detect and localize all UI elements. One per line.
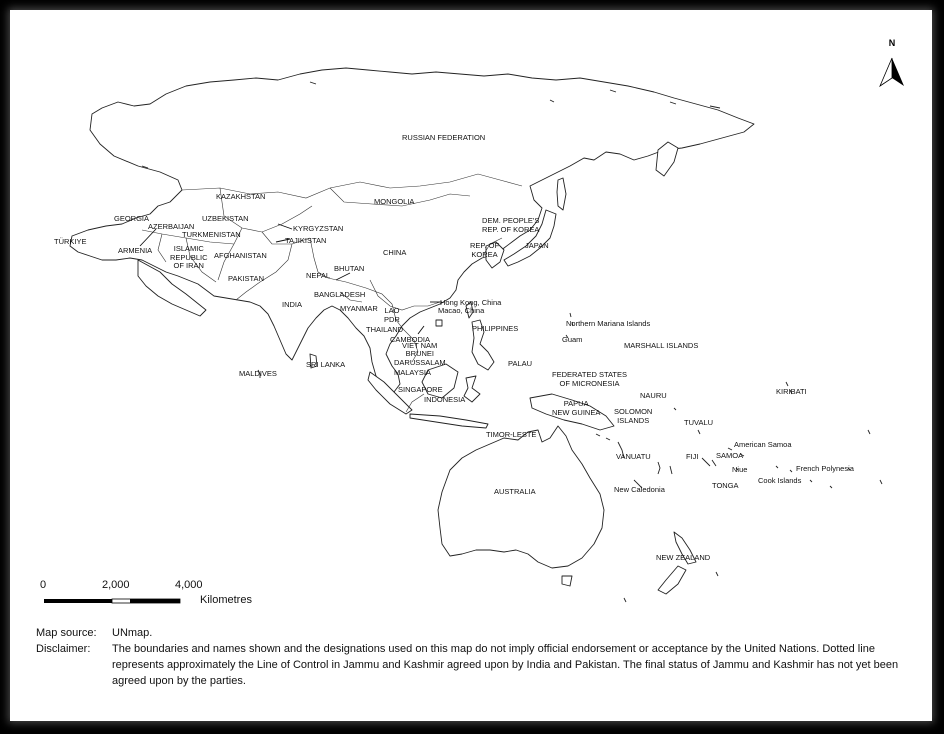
map-label-mongolia: MONGOLIA bbox=[374, 197, 415, 206]
map-label-kiribati: KIRIBATI bbox=[776, 387, 807, 396]
disclaimer-row bbox=[36, 641, 916, 689]
map-label-malaysia: MALAYSIA bbox=[394, 368, 431, 377]
map-label-guam: Guam bbox=[562, 335, 583, 344]
disclaimer-text: The boundaries and names shown and the designations used on this map do not imply official endorsement or acceptance by the United Nations. Dotted line represents approximately the Line of Control in Jammu and Kashmir agreed upon by India and Pakistan. The final status of Jammu and Kashmir has not yet been agreed upon by the parties. bbox=[112, 643, 899, 687]
map-canvas bbox=[10, 10, 932, 721]
map-label-china: CHINA bbox=[383, 248, 407, 257]
map-label-tajikistan: TAJIKISTAN bbox=[285, 236, 327, 245]
map-label-rok: REP. OF KOREA bbox=[470, 241, 500, 259]
map-label-nepal: NEPAL bbox=[306, 271, 331, 280]
map-label-samoa: SAMOA bbox=[716, 451, 744, 460]
map-label-tonga: TONGA bbox=[712, 481, 739, 490]
map-label-afghanistan: AFGHANISTAN bbox=[214, 251, 267, 260]
map-label-indonesia: INDONESIA bbox=[424, 395, 466, 404]
map-label-kazakhstan: KAZAKHSTAN bbox=[216, 192, 266, 201]
map-label-hongkong: Hong Kong, China bbox=[440, 298, 502, 307]
landmass-tasmania bbox=[562, 576, 572, 586]
map-source-row bbox=[36, 625, 916, 641]
landmass-newzealand-south bbox=[658, 566, 686, 594]
landmass-sulawesi bbox=[464, 376, 480, 402]
map-label-vietnam: VIET NAM bbox=[402, 341, 438, 350]
map-label-frpoly: French Polynesia bbox=[796, 464, 854, 473]
map-label-nauru: NAURU bbox=[640, 391, 667, 400]
map-label-turkiye: TÜRKIYE bbox=[54, 237, 87, 246]
map-source-value: UNmap. bbox=[112, 627, 153, 639]
scale-tick-4000: 4,000 bbox=[175, 579, 203, 591]
landmass-australia bbox=[438, 426, 604, 568]
map-label-newzealand: NEW ZEALAND bbox=[656, 553, 711, 562]
map-label-brunei: BRUNEI DARUSSALAM bbox=[394, 349, 446, 367]
map-label-nmariana: Northern Mariana Islands bbox=[566, 319, 651, 328]
map-label-azerbaijan: AZERBAIJAN bbox=[148, 222, 195, 231]
map-label-bhutan: BHUTAN bbox=[334, 264, 365, 273]
map-label-palau: PALAU bbox=[508, 359, 533, 368]
map-label-marshall: MARSHALL ISLANDS bbox=[624, 341, 699, 350]
map-label-niue: Niue bbox=[732, 465, 748, 474]
scale-tick-2000: 2,000 bbox=[102, 579, 130, 591]
map-label-cook: Cook Islands bbox=[758, 476, 802, 485]
map-label-dprk: DEM. PEOPLE'S REP. OF KOREA bbox=[482, 216, 540, 234]
map-label-pakistan: PAKISTAN bbox=[228, 274, 264, 283]
map-label-singapore: SINGAPORE bbox=[398, 385, 443, 394]
map-label-fiji: FIJI bbox=[686, 452, 699, 461]
map-label-kyrgyzstan: KYRGYZSTAN bbox=[293, 224, 344, 233]
map-label-india: INDIA bbox=[282, 300, 303, 309]
scale-tick-0: 0 bbox=[40, 579, 47, 591]
map-label-japan: JAPAN bbox=[525, 241, 549, 250]
map-label-myanmar: MYANMAR bbox=[340, 304, 378, 313]
map-label-iran: ISLAMIC REPUBLIC OF IRAN bbox=[170, 244, 208, 270]
map-label-lao: LAO PDR bbox=[384, 306, 400, 324]
landmass-hainan bbox=[436, 320, 442, 326]
map-label-georgia: GEORGIA bbox=[114, 214, 150, 223]
map-label-vanuatu: VANUATU bbox=[616, 452, 651, 461]
north-arrow-icon bbox=[880, 58, 904, 86]
map-notes bbox=[36, 625, 916, 689]
map-label-bangladesh: BANGLADESH bbox=[314, 290, 366, 299]
map-label-amsamoa: American Samoa bbox=[734, 440, 792, 449]
disclaimer-key: Disclaimer: bbox=[36, 643, 91, 655]
map-frame bbox=[10, 10, 932, 721]
map-label-armenia: ARMENIA bbox=[118, 246, 153, 255]
map-label-tuvalu: TUVALU bbox=[684, 418, 714, 427]
map-source-key: Map source: bbox=[36, 627, 97, 639]
north-label: N bbox=[888, 38, 896, 48]
map-label-russia: RUSSIAN FEDERATION bbox=[402, 133, 486, 142]
map-label-fsm: FEDERATED STATES OF MICRONESIA bbox=[552, 370, 628, 388]
map-label-turkmenistan: TURKMENISTAN bbox=[182, 230, 241, 239]
landmass-sakhalin bbox=[557, 178, 566, 210]
map-label-philippines: PHILIPPINES bbox=[472, 324, 519, 333]
map-label-png: PAPUA NEW GUINEA bbox=[552, 399, 601, 417]
map-label-solomon: SOLOMON ISLANDS bbox=[614, 407, 653, 425]
map-label-uzbekistan: UZBEKISTAN bbox=[202, 214, 249, 223]
map-label-newcaledonia: New Caledonia bbox=[614, 485, 665, 494]
scale-unit: Kilometres bbox=[200, 594, 252, 606]
map-label-cambodia: CAMBODIA bbox=[390, 335, 431, 344]
map-label-thailand: THAILAND bbox=[366, 325, 404, 334]
map-label-srilanka: SRI LANKA bbox=[306, 360, 346, 369]
landmass-java bbox=[410, 414, 488, 428]
scale-bar bbox=[44, 599, 180, 603]
map-label-macao: Macao, China bbox=[438, 306, 485, 315]
map-label-australia: AUSTRALIA bbox=[494, 487, 536, 496]
map-label-timorleste: TIMOR-LESTE bbox=[486, 430, 537, 439]
map-label-maldives: MALDIVES bbox=[239, 369, 277, 378]
